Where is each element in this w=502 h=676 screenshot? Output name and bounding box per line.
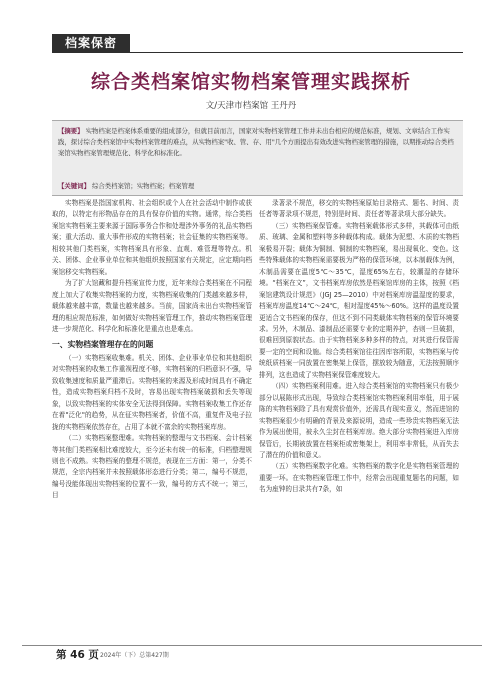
- body-paragraph: 为了扩大馆藏和提升档案宣传力度，近年来综合类档案在不同程度上加大了收集实物档案的力度，实物档案收集的门类越来越多样，载体越来越丰富，数量也越来越多。当前，国家尚未出台实物档案管理的相应规范标准，如何做好实物档案管理工作，推动实物档案管理进一步规范化、科学化和标准化是重点也是难点。: [52, 279, 252, 333]
- issue-info: 2024年（下）总第427期: [100, 652, 169, 659]
- body-paragraph: 实物档案是指国家机构、社会组织或个人在社会活动中制作或获取的，以特定有形物品存在的具有保存价值的实物。通常，综合类档案馆实物档案主要来源于国际事务合作和处理涉外事务的礼品实物档案；重大活动、重大事件形成的实物档案；社会征集的实物档案等。相较其他门类档案，实物档案具有形象、直观、难管理等特点。机关、团体、企业事业单位和其他组织按照国家有关规定，应定期向档案馆移交实物档案。: [52, 199, 252, 276]
- article-title: 综合类档案馆实物档案管理实践探析: [90, 71, 411, 93]
- keywords-label: 关键词: [64, 182, 84, 190]
- body-paragraph: （四）实物档案利用难。进入综合类档案馆的实物档案只有极少部分以展陈形式出现，导致综合类档案馆实物档案利用率低，用于展陈的实物档案除了具有观赏价值外，还需具有现实意义，然而进馆的实物档案很少有明确的背景及来源说明，造成一些珍贵实物档案无法作为展出使用，被永久尘封在档案库房。绝大部分实物档案进入库房保管后，长期被放置在档案柜或密集架上，利用率非常低，从而失去了潜在的价值和意义。: [259, 382, 459, 459]
- abstract-label: 摘要: [64, 127, 78, 135]
- abstract-text: 实物档案是档案体系重要的组成部分，但就目前而言，国家对实物档案管理工作并未出台相应的规范标准，规划、文章结合工作实践，探讨综合类档案馆中实物档案管理的难点，从实物档案"收、管、存、用"几个方面提出有效改进实物档案管理的措施，以期推动综合类档案馆实物档案管理规范化、科学化和标准化。: [58, 127, 454, 158]
- body-paragraph: （二）实物档案整理难。实物档案的整理与文书档案、会计档案等其他门类档案相比难度较大，至今还未有统一的标准，归档整理规则也不成熟。实物档案的整理不规范，表现在三方面：第一，分类不规范，全宗内档案并未按照载体形态进行分类；第二，编号不规范，编号没能体现出实物档案的位置不一致，编号的方式不统一；第三，目: [52, 434, 252, 500]
- header-rule: [52, 52, 463, 53]
- left-column: [52, 198, 252, 502]
- abstract-paragraph: 【摘要】 实物档案是档案体系重要的组成部分，但就目前而言，国家对实物档案管理工作并未出台相应的规范标准，规划、文章结合工作实践，探讨综合类档案馆中实物档案管理的难点，从实物档案"收、管、存、用"几个方面提出有效改进实物档案管理的措施，以期推动综合类档案馆实物档案管理规范化、科学化和标准化。: [58, 127, 454, 158]
- section-heading: 一、实物档案管理存在的问题: [52, 340, 154, 350]
- section-banner: 档案保密: [52, 34, 130, 52]
- right-column: [259, 198, 459, 496]
- footer-rule: [22, 645, 482, 646]
- page-number: 第 46 页: [56, 649, 99, 661]
- body-paragraph: （一）实物档案收集难。机关、团体、企业事业单位和其他组织对实物档案的收集工作重视程度不够，实物档案的归档意识不强，导致收集速度和质量严重滞后。实物档案的来源及形成时间具有不确定性，造成实物档案归档不及时，容易出现实物档案破损和丢失等现象，以致实物档案的实体安全无法得到保障。实物档案收集工作还存在着"泛化"的趋势，从在征实物档案者，价值不高，重复件及电子拉拢的实物档案依然存在，占用了本就不富余的实物档案库房。: [52, 353, 252, 431]
- body-paragraph: 录著录不规范，移交的实物档案原始目录格式、题名、时间、责任者等著录项不规范，特别是时间、责任者等著录项大部分缺失。: [259, 199, 459, 219]
- body-paragraph: （三）实物档案保管难。实物档案载体形式多样，其载体可由纸质、玻璃、金属和塑料等多种载体构成。载体为泥塑、木质的实物档案极易开裂；载体为铜制、铜制的实物档案，易出现氧化、变色。这些特殊载体的实物档案需要极为严格的保管环境，以本制载体为例，木制品需要在温度5℃～35℃，湿度65%左右，较潮湿的存储环境。“档案在文”，文书档案库房依然是档案馆库房的主体，按照《档案馆建筑设计规范》（JGJ 25—2010）中对档案库房温湿度的要求，档案库房温度14℃～24℃，相对湿度45%～60%。这样的温度设置更适合文书档案的保存，但这不到不同类载体实物档案的保管环境要求。另外，木制品、漆制品还需要专业的定期养护，杏则一旦破损，很难回到原貌状态。由于实物档案多种多样的特点，对其进行保管需要一定的空间和设施。综合类档案馆往往因库容所限，实物档案与传统纸质档案一同放置在密集架上保管，摆放较为随意，无法按照顺序排列，这也造成了实物档案保管难度较大。: [259, 221, 459, 379]
- article-author: 文/天津市档案馆 王丹丹: [205, 101, 297, 111]
- body-paragraph: （五）实物档案数字化难。实物档案的数字化是实物档案管理的重要一环。在实物档案管理工作中，经常会出现重复题名的问题，如名为座钟的目录共有7条，如: [259, 462, 459, 494]
- keywords-paragraph: 【关键词】 综合类档案馆；实物档案；档案管理: [58, 182, 195, 190]
- keywords-text: 综合类档案馆；实物档案；档案管理: [92, 182, 195, 190]
- abstract-box: [52, 120, 463, 196]
